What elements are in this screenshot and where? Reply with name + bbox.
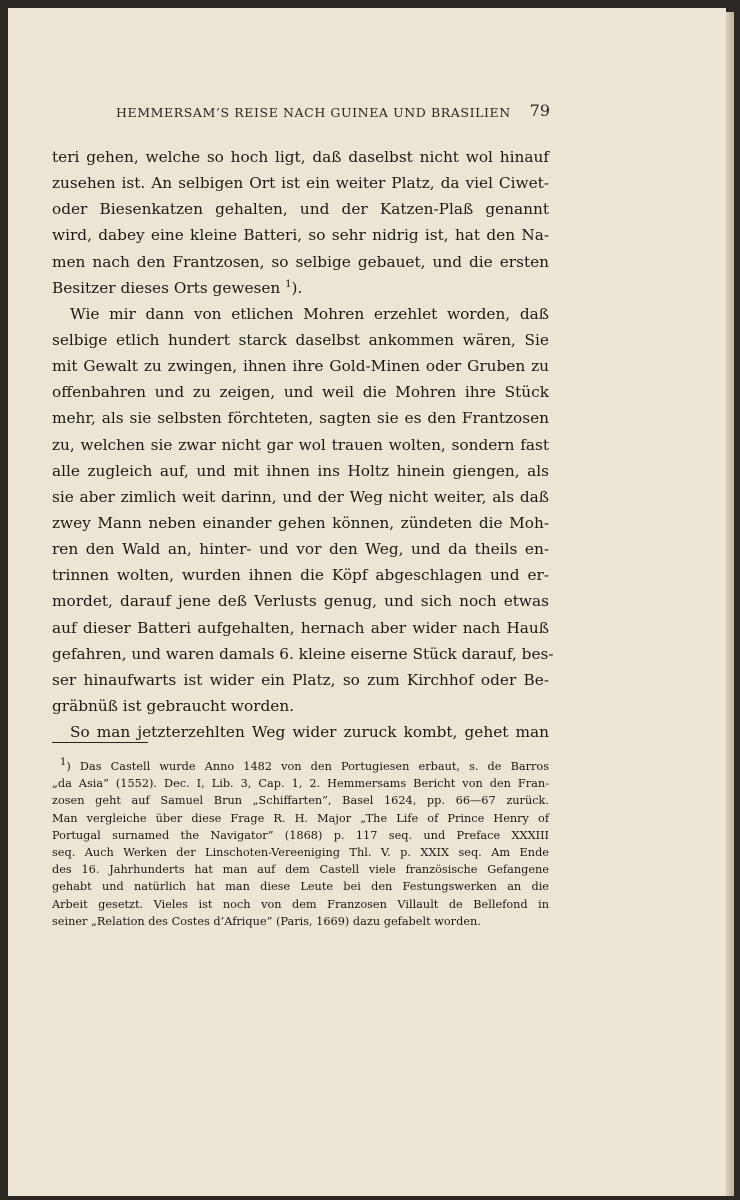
footnote-line: gehabt und natürlich hat man diese Leute bei den Festungswerken an die xyxy=(52,880,549,894)
footnote-line: seiner „Relation des Costes d’Afrique” (Paris, 1669) dazu gefabelt worden. xyxy=(52,914,481,928)
text-line: teri gehen, welche so hoch ligt, daß daselbst nicht wol hinauf xyxy=(52,148,549,166)
text-line: mordet, darauf jene deß Verlusts genug, und sich noch etwas xyxy=(52,592,549,611)
text-line: gefahren, und waren damals 6. kleine eiserne Stück darauf, bes- xyxy=(52,644,554,663)
text-line: offenbahren und zu zeigen, und weil die Mohren ihre Stück xyxy=(52,383,549,402)
footnote-line: zosen geht auf Samuel Brun „Schiffarten”, Basel 1624, pp. 66—67 zurück. xyxy=(52,794,549,808)
footnote-line-with-marker xyxy=(52,758,549,775)
page-number: 79 xyxy=(529,101,550,120)
text-line: zusehen ist. An selbigen Ort ist ein weiter Platz, da viel Ciwet- xyxy=(52,174,549,193)
text-line: zu, welchen sie zwar nicht gar wol trauen wolten, sondern fast xyxy=(52,435,549,454)
text-line-with-note xyxy=(52,275,549,301)
text-line: alle zugleich auf, und mit ihnen ins Holtz hinein giengen, als xyxy=(52,461,549,480)
text-line: ren den Wald an, hinter- und vor den Weg, und da theils en- xyxy=(52,540,549,559)
footnote xyxy=(52,758,549,930)
footnote-line: Arbeit gesetzt. Vieles ist noch von dem Franzosen Villault de Bellefond in xyxy=(52,897,549,911)
footnote-marker-close: ) xyxy=(66,760,71,773)
text-line: zwey Mann neben einander gehen können, zündeten die Moh- xyxy=(52,513,549,532)
text-line: Besitzer dieses Orts gewesen xyxy=(52,278,281,297)
body-text xyxy=(52,144,554,745)
footnote-marker: 1 xyxy=(60,757,67,769)
text-line: ser hinaufwarts ist wider ein Platz, so zum Kirchhof oder Be- xyxy=(52,670,549,689)
running-head: HEMMERSAM’S REISE NACH GUINEA UND BRASILIEN xyxy=(116,105,511,120)
text-line: sie aber zimlich weit darinn, und der Weg nicht weiter, als daß xyxy=(52,487,549,506)
text-line: selbige etlich hundert starck daselbst ankommen wären, Sie xyxy=(52,330,549,349)
text-line: trinnen wolten, wurden ihnen die Köpf abgeschlagen und er- xyxy=(52,566,549,585)
text-line: oder Biesenkatzen gehalten, und der Katzen-Plaß genannt xyxy=(52,200,549,219)
footnote-line: des 16. Jahrhunderts hat man auf dem Castell viele französische Gefangene xyxy=(52,863,549,877)
footnote-line: Das Castell wurde Anno 1482 von den Portugiesen erbaut, s. de Barros xyxy=(79,760,550,773)
footnote-rule xyxy=(52,742,148,743)
text-line: gräbnüß ist gebraucht worden. xyxy=(52,696,295,715)
footnote-line: seq. Auch Werken der Linschoten-Vereeniging Thl. V. p. XXIX seq. Am Ende xyxy=(52,845,549,859)
text-line: mehr, als sie selbsten förchteten, sagten sie es den Frantzosen xyxy=(52,409,549,428)
text-line: So man jetzterzehlten Weg wider zuruck kombt, gehet man xyxy=(70,723,549,742)
text-line: wird, dabey eine kleine Batteri, so sehr nidrig ist, hat den Na- xyxy=(52,226,549,245)
page-edge xyxy=(726,12,734,1196)
footnote-line: Portugal surnamed the Navigator” (1868) p. 117 seq. und Preface XXXIII xyxy=(52,828,549,842)
text-line: Wie mir dann von etlichen Mohren erzehlet worden, daß xyxy=(70,304,549,323)
footnote-reference-close: ). xyxy=(291,278,303,297)
text-line: auf dieser Batteri aufgehalten, hernach aber wider nach Hauß xyxy=(52,618,549,637)
text-line: mit Gewalt zu zwingen, ihnen ihre Gold-Minen oder Gruben zu xyxy=(52,357,549,376)
footnote-line: Man vergleiche über diese Frage R. H. Major „The Life of Prince Henry of xyxy=(52,811,549,825)
page-header xyxy=(104,103,550,125)
footnote-reference: 1 xyxy=(285,278,292,290)
footnote-line: „da Asia” (1552). Dec. I, Lib. 3, Cap. 1, 2. Hemmersams Bericht von den Fran- xyxy=(52,777,549,791)
text-line: men nach den Frantzosen, so selbige gebauet, und die ersten xyxy=(52,252,549,271)
